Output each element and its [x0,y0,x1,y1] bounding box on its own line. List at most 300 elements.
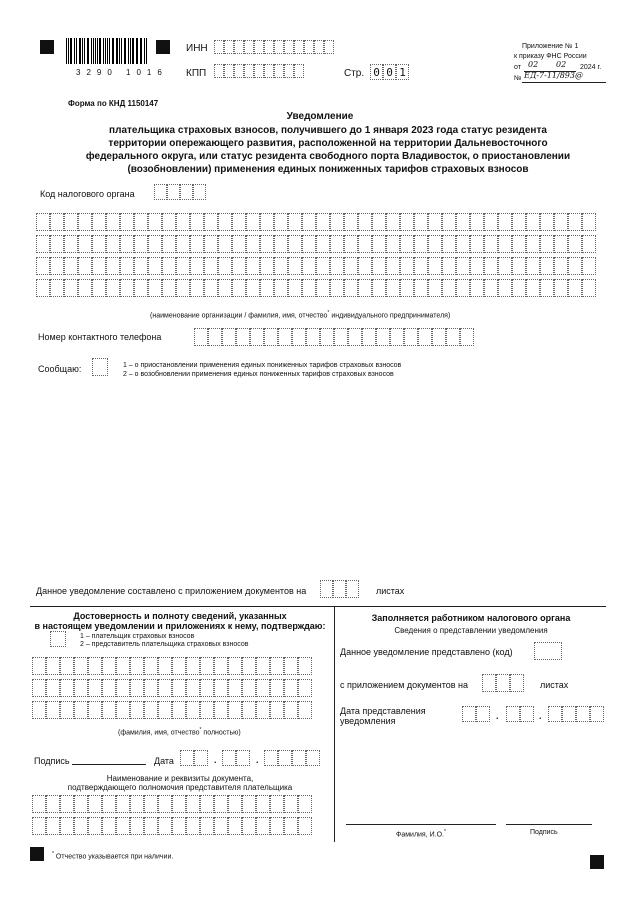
phone-cell[interactable] [446,328,460,346]
org-name-cell[interactable] [232,257,246,275]
org-name-cell[interactable] [470,235,484,253]
fio-cell[interactable] [144,701,158,719]
authority-doc-cell[interactable] [116,817,130,835]
tax-office-field[interactable] [154,184,206,200]
org-name-cell[interactable] [190,235,204,253]
authority-doc-cell[interactable] [214,817,228,835]
org-name-row[interactable] [36,213,596,231]
fio-cell[interactable] [298,657,312,675]
org-name-cell[interactable] [134,235,148,253]
tax-office-cell[interactable] [167,184,180,200]
org-name-cell[interactable] [120,213,134,231]
phone-cell[interactable] [432,328,446,346]
phone-cell[interactable] [362,328,376,346]
inn-cell[interactable] [274,40,284,54]
confirm-choice-field[interactable] [50,631,66,647]
org-name-cell[interactable] [36,213,50,231]
date-cell[interactable] [194,750,208,766]
right-attach-pages-field[interactable] [482,674,524,692]
org-name-cell[interactable] [302,213,316,231]
org-name-cell[interactable] [288,257,302,275]
fio-cell[interactable] [172,701,186,719]
fio-cell[interactable] [284,679,298,697]
org-name-cell[interactable] [358,279,372,297]
authority-doc-cell[interactable] [102,795,116,813]
phone-cell[interactable] [278,328,292,346]
authority-doc-row[interactable] [32,795,312,813]
inn-cell[interactable] [214,40,224,54]
authority-doc-cell[interactable] [298,817,312,835]
fio-cell[interactable] [256,657,270,675]
phone-cell[interactable] [460,328,474,346]
org-name-cell[interactable] [428,235,442,253]
page-number-field[interactable] [370,64,409,80]
org-name-cell[interactable] [512,257,526,275]
fio-cell[interactable] [270,701,284,719]
org-name-cell[interactable] [428,257,442,275]
right-attach-cell[interactable] [496,674,510,692]
fio-cell[interactable] [32,679,46,697]
submitted-code-cell[interactable] [534,642,562,660]
org-name-cell[interactable] [456,257,470,275]
org-name-cell[interactable] [330,213,344,231]
authority-doc-cell[interactable] [298,795,312,813]
page-cell[interactable]: 0 [383,64,396,80]
org-name-cell[interactable] [232,279,246,297]
inn-cell[interactable] [294,40,304,54]
org-name-cell[interactable] [540,235,554,253]
fio-cell[interactable] [256,701,270,719]
org-name-cell[interactable] [442,279,456,297]
fio-cell[interactable] [116,701,130,719]
report-choice-field[interactable] [92,358,108,376]
fio-cell[interactable] [102,657,116,675]
fio-cell[interactable] [242,657,256,675]
org-name-cell[interactable] [92,257,106,275]
fio-cell[interactable] [46,701,60,719]
org-name-cell[interactable] [498,257,512,275]
authority-doc-cell[interactable] [270,817,284,835]
org-name-cell[interactable] [554,213,568,231]
authority-doc-cell[interactable] [256,817,270,835]
authority-doc-cell[interactable] [256,795,270,813]
org-name-cell[interactable] [582,279,596,297]
org-name-cell[interactable] [344,235,358,253]
fio-cell[interactable] [242,679,256,697]
org-name-cell[interactable] [484,279,498,297]
authority-doc-cell[interactable] [32,795,46,813]
org-name-cell[interactable] [218,235,232,253]
phone-cell[interactable] [250,328,264,346]
kpp-cell[interactable] [264,64,274,78]
report-cell[interactable] [92,358,108,376]
org-name-cell[interactable] [232,213,246,231]
org-name-cell[interactable] [246,213,260,231]
submit-date-month[interactable] [506,706,534,722]
tax-office-cell[interactable] [180,184,193,200]
fio-cell[interactable] [130,679,144,697]
fio-cell[interactable] [228,679,242,697]
org-name-cell[interactable] [274,235,288,253]
org-name-cell[interactable] [204,213,218,231]
authority-doc-cell[interactable] [186,817,200,835]
org-name-cell[interactable] [526,235,540,253]
fio-cell[interactable] [298,679,312,697]
authority-doc-cell[interactable] [158,817,172,835]
org-name-cell[interactable] [78,279,92,297]
org-name-cell[interactable] [414,213,428,231]
org-name-cell[interactable] [120,257,134,275]
org-name-cell[interactable] [414,257,428,275]
org-name-cell[interactable] [540,213,554,231]
org-name-cell[interactable] [260,257,274,275]
org-name-cell[interactable] [78,257,92,275]
authority-doc-cell[interactable] [200,795,214,813]
org-name-cell[interactable] [190,279,204,297]
org-name-cell[interactable] [470,279,484,297]
org-name-cell[interactable] [386,213,400,231]
submit-date-cell[interactable] [506,706,520,722]
fio-cell[interactable] [32,701,46,719]
officer-sign-line[interactable] [506,824,592,825]
fio-cell[interactable] [186,679,200,697]
org-name-cell[interactable] [246,235,260,253]
authority-doc-cell[interactable] [172,817,186,835]
fio-cell[interactable] [186,657,200,675]
fio-cell[interactable] [46,679,60,697]
fio-cell[interactable] [158,701,172,719]
kpp-cell[interactable] [244,64,254,78]
phone-cell[interactable] [348,328,362,346]
inn-cell[interactable] [244,40,254,54]
kpp-cell[interactable] [254,64,264,78]
kpp-cell[interactable] [284,64,294,78]
attach-cell[interactable] [333,580,346,598]
authority-doc-cell[interactable] [74,795,88,813]
org-name-cell[interactable] [246,257,260,275]
kpp-cell[interactable] [274,64,284,78]
fio-cell[interactable] [284,701,298,719]
org-name-cell[interactable] [554,279,568,297]
org-name-cell[interactable] [176,213,190,231]
fio-row[interactable] [32,679,312,697]
org-name-cell[interactable] [372,279,386,297]
fio-cell[interactable] [88,701,102,719]
phone-cell[interactable] [222,328,236,346]
submit-date-cell[interactable] [590,706,604,722]
attachments-pages-field[interactable] [320,580,359,598]
org-name-cell[interactable] [162,213,176,231]
authority-doc-row[interactable] [32,817,312,835]
org-name-cell[interactable] [274,213,288,231]
authority-doc-cell[interactable] [284,817,298,835]
org-name-cell[interactable] [64,235,78,253]
org-name-cell[interactable] [64,213,78,231]
org-name-cell[interactable] [78,213,92,231]
org-name-cell[interactable] [162,257,176,275]
fio-cell[interactable] [214,679,228,697]
org-name-cell[interactable] [218,257,232,275]
inn-cell[interactable] [324,40,334,54]
tax-office-cell[interactable] [193,184,206,200]
org-name-cell[interactable] [148,257,162,275]
fio-cell[interactable] [60,701,74,719]
org-name-cell[interactable] [316,213,330,231]
fio-cell[interactable] [256,679,270,697]
org-name-cell[interactable] [106,279,120,297]
authority-doc-cell[interactable] [228,817,242,835]
org-name-cell[interactable] [400,279,414,297]
fio-cell[interactable] [172,679,186,697]
date-year-field-left[interactable] [264,750,320,766]
org-name-cell[interactable] [456,235,470,253]
org-name-cell[interactable] [582,213,596,231]
org-name-cell[interactable] [554,235,568,253]
date-cell[interactable] [222,750,236,766]
org-name-cell[interactable] [50,279,64,297]
authority-doc-cell[interactable] [228,795,242,813]
phone-cell[interactable] [292,328,306,346]
fio-cell[interactable] [284,657,298,675]
org-name-cell[interactable] [498,235,512,253]
tax-office-cell[interactable] [154,184,167,200]
fio-cell[interactable] [158,657,172,675]
fio-cell[interactable] [158,679,172,697]
org-name-cell[interactable] [162,235,176,253]
fio-cell[interactable] [116,657,130,675]
fio-cell[interactable] [144,679,158,697]
org-name-cell[interactable] [456,213,470,231]
fio-cell[interactable] [102,679,116,697]
fio-cell[interactable] [130,657,144,675]
kpp-cell[interactable] [224,64,234,78]
org-name-cell[interactable] [50,213,64,231]
org-name-cell[interactable] [274,257,288,275]
fio-cell[interactable] [102,701,116,719]
authority-doc-cell[interactable] [172,795,186,813]
date-day-field-left[interactable] [180,750,208,766]
org-name-cell[interactable] [386,257,400,275]
submit-date-day[interactable] [462,706,490,722]
authority-doc-cell[interactable] [116,795,130,813]
fio-cell[interactable] [214,657,228,675]
kpp-cell[interactable] [294,64,304,78]
inn-cell[interactable] [304,40,314,54]
attach-cell[interactable] [346,580,359,598]
submit-date-cell[interactable] [476,706,490,722]
org-name-cell[interactable] [372,257,386,275]
org-name-row[interactable] [36,235,596,253]
org-name-cell[interactable] [302,279,316,297]
fio-cell[interactable] [270,679,284,697]
authority-doc-cell[interactable] [130,817,144,835]
authority-doc-cell[interactable] [144,795,158,813]
authority-doc-cell[interactable] [270,795,284,813]
authority-doc-cell[interactable] [32,817,46,835]
authority-doc-cell[interactable] [46,795,60,813]
org-name-cell[interactable] [568,279,582,297]
org-name-cell[interactable] [190,257,204,275]
phone-cell[interactable] [418,328,432,346]
submit-date-cell[interactable] [576,706,590,722]
org-name-cell[interactable] [302,257,316,275]
org-name-cell[interactable] [120,279,134,297]
org-name-cell[interactable] [470,257,484,275]
phone-cell[interactable] [376,328,390,346]
org-name-cell[interactable] [400,213,414,231]
org-name-cell[interactable] [134,257,148,275]
org-name-cell[interactable] [176,279,190,297]
org-name-cell[interactable] [330,235,344,253]
org-name-cell[interactable] [218,213,232,231]
date-month-field-left[interactable] [222,750,250,766]
date-cell[interactable] [278,750,292,766]
org-name-cell[interactable] [148,213,162,231]
fio-cell[interactable] [60,657,74,675]
fio-cell[interactable] [74,679,88,697]
org-name-cell[interactable] [526,213,540,231]
inn-cell[interactable] [224,40,234,54]
org-name-cell[interactable] [442,235,456,253]
page-cell[interactable]: 0 [370,64,383,80]
org-name-cell[interactable] [428,213,442,231]
org-name-cell[interactable] [148,235,162,253]
fio-cell[interactable] [88,679,102,697]
authority-doc-cell[interactable] [242,795,256,813]
fio-cell[interactable] [186,701,200,719]
fio-cell[interactable] [270,657,284,675]
submit-date-cell[interactable] [520,706,534,722]
org-name-cell[interactable] [106,257,120,275]
right-attach-cell[interactable] [482,674,496,692]
org-name-cell[interactable] [50,235,64,253]
inn-cell[interactable] [284,40,294,54]
page-cell[interactable]: 1 [396,64,409,80]
org-name-cell[interactable] [372,213,386,231]
org-name-cell[interactable] [330,257,344,275]
authority-doc-cell[interactable] [88,817,102,835]
org-name-cell[interactable] [540,257,554,275]
org-name-cell[interactable] [316,235,330,253]
org-name-cell[interactable] [568,213,582,231]
org-name-cell[interactable] [372,235,386,253]
org-name-cell[interactable] [106,235,120,253]
org-name-cell[interactable] [414,235,428,253]
authority-doc-cell[interactable] [46,817,60,835]
date-cell[interactable] [180,750,194,766]
org-name-cell[interactable] [568,257,582,275]
confirm-cell[interactable] [50,631,66,647]
org-name-cell[interactable] [484,213,498,231]
org-name-cell[interactable] [64,279,78,297]
org-name-cell[interactable] [330,279,344,297]
inn-cell[interactable] [264,40,274,54]
phone-cell[interactable] [208,328,222,346]
authority-doc-cell[interactable] [74,817,88,835]
org-name-cell[interactable] [498,213,512,231]
org-name-cell[interactable] [358,257,372,275]
org-name-cell[interactable] [274,279,288,297]
authority-doc-cell[interactable] [158,795,172,813]
phone-cell[interactable] [236,328,250,346]
authority-doc-cell[interactable] [102,817,116,835]
org-name-cell[interactable] [36,279,50,297]
org-name-row[interactable] [36,279,596,297]
date-cell[interactable] [292,750,306,766]
org-name-cell[interactable] [414,279,428,297]
org-name-cell[interactable] [302,235,316,253]
org-name-cell[interactable] [106,213,120,231]
inn-field[interactable] [214,40,334,54]
fio-cell[interactable] [172,657,186,675]
fio-cell[interactable] [228,701,242,719]
org-name-cell[interactable] [344,257,358,275]
authority-doc-cell[interactable] [242,817,256,835]
org-name-cell[interactable] [442,213,456,231]
org-name-cell[interactable] [288,213,302,231]
right-attach-cell[interactable] [510,674,524,692]
fio-cell[interactable] [200,679,214,697]
attach-cell[interactable] [320,580,333,598]
org-name-cell[interactable] [92,213,106,231]
authority-doc-cell[interactable] [144,817,158,835]
org-name-cell[interactable] [204,279,218,297]
org-name-cell[interactable] [512,235,526,253]
org-name-cell[interactable] [288,279,302,297]
org-name-cell[interactable] [582,235,596,253]
phone-cell[interactable] [264,328,278,346]
org-name-cell[interactable] [386,279,400,297]
phone-cell[interactable] [404,328,418,346]
fio-row[interactable] [32,657,312,675]
org-name-cell[interactable] [92,279,106,297]
fio-cell[interactable] [200,701,214,719]
org-name-cell[interactable] [456,279,470,297]
org-name-cell[interactable] [92,235,106,253]
submit-date-cell[interactable] [548,706,562,722]
date-cell[interactable] [236,750,250,766]
phone-cell[interactable] [194,328,208,346]
org-name-cell[interactable] [50,257,64,275]
fio-cell[interactable] [116,679,130,697]
fio-cell[interactable] [32,657,46,675]
date-cell[interactable] [306,750,320,766]
inn-cell[interactable] [314,40,324,54]
org-name-cell[interactable] [512,279,526,297]
org-name-cell[interactable] [358,213,372,231]
org-name-cell[interactable] [526,257,540,275]
org-name-cell[interactable] [218,279,232,297]
org-name-cell[interactable] [260,213,274,231]
fio-cell[interactable] [242,701,256,719]
org-name-cell[interactable] [400,257,414,275]
org-name-cell[interactable] [260,279,274,297]
org-name-cell[interactable] [442,257,456,275]
phone-cell[interactable] [306,328,320,346]
signature-line[interactable] [72,764,146,765]
authority-doc-cell[interactable] [284,795,298,813]
org-name-row[interactable] [36,257,596,275]
submit-date-cell[interactable] [462,706,476,722]
org-name-cell[interactable] [176,257,190,275]
authority-doc-cell[interactable] [88,795,102,813]
submitted-code-field[interactable] [534,642,562,660]
org-name-cell[interactable] [512,213,526,231]
org-name-cell[interactable] [232,235,246,253]
org-name-cell[interactable] [78,235,92,253]
authority-doc-cell[interactable] [186,795,200,813]
phone-field[interactable] [194,328,474,346]
